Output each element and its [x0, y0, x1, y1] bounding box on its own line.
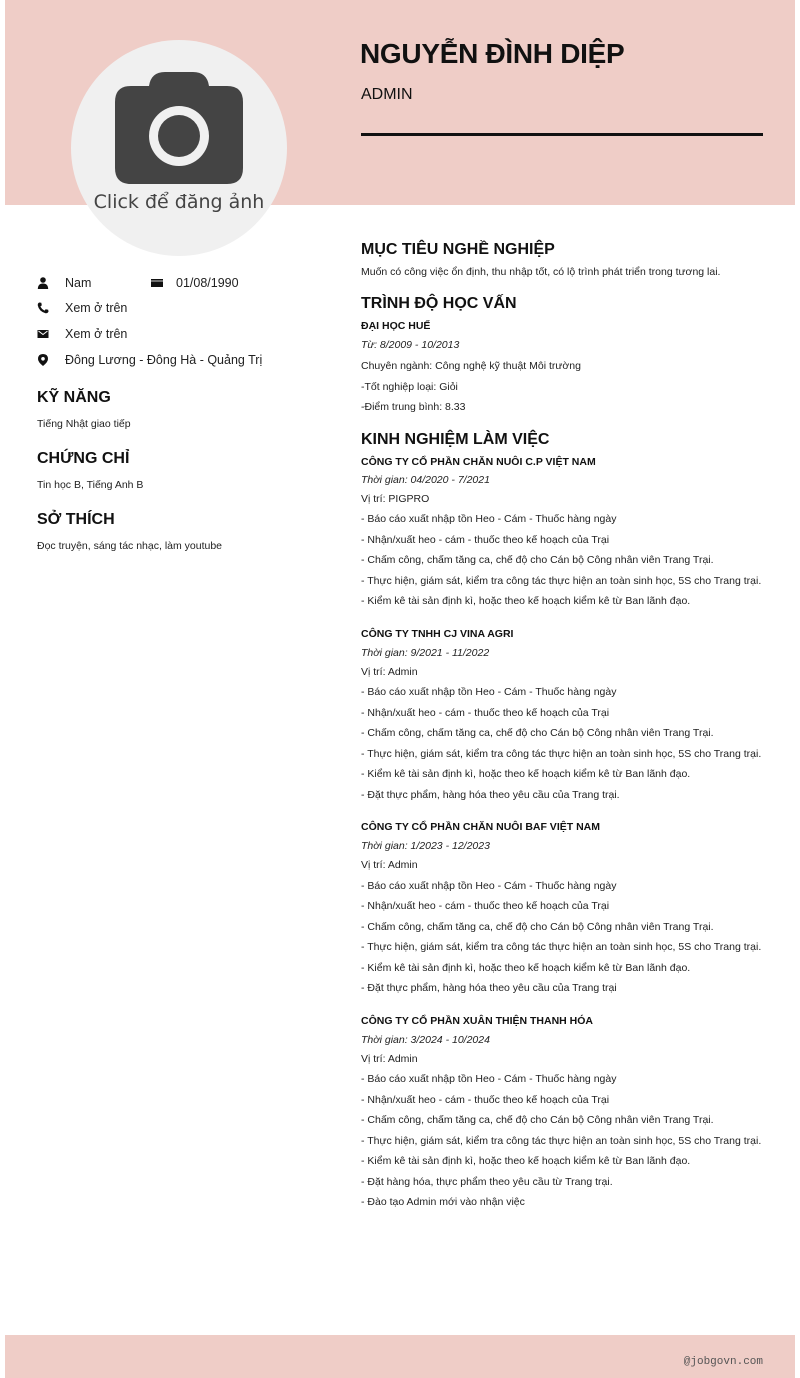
job-company: CÔNG TY CỔ PHẦN XUÂN THIỆN THANH HÓA: [361, 1014, 593, 1027]
dob-value: 01/08/1990: [176, 276, 239, 290]
contact-address: [37, 351, 262, 369]
contact-phone: [37, 299, 127, 317]
phone-value: Xem ở trên: [65, 301, 128, 315]
job-entry: [361, 817, 771, 999]
job-duty: - Thực hiện, giám sát, kiểm tra công tác thực hiện an toàn sinh học, 5S cho Trang trại.: [361, 747, 762, 760]
title-divider: [361, 133, 763, 136]
job-duty: - Kiểm kê tài sản định kì, hoặc theo kế hoạch kiểm kê từ Ban lãnh đạo.: [361, 1155, 691, 1167]
job-duty: - Nhận/xuất heo - cám - thuốc theo kế hoạch của Trại: [361, 706, 610, 719]
experience-heading: KINH NGHIỆM LÀM VIỆC: [361, 430, 550, 448]
objective-section: [361, 240, 771, 280]
job-duty: - Nhận/xuất heo - cám - thuốc theo kế hoạch của Trại: [361, 1093, 610, 1106]
job-entry: [361, 624, 771, 806]
contact-gender: [37, 274, 91, 292]
job-duty: - Nhận/xuất heo - cám - thuốc theo kế hoạch của Trại: [361, 533, 610, 546]
job-duty: - Báo cáo xuất nhập tồn Heo - Cám - Thuốc hàng ngày: [361, 686, 617, 698]
job-period: Thời gian: 04/2020 - 7/2021: [361, 473, 490, 486]
job-company: CÔNG TY TNHH CJ VINA AGRI: [361, 627, 514, 640]
certificates-text: Tin học B, Tiếng Anh B: [37, 479, 144, 491]
avatar-upload[interactable]: [71, 40, 287, 256]
objective-heading: MỤC TIÊU NGHỀ NGHIỆP: [361, 241, 555, 258]
education-section: [361, 294, 771, 418]
job-entry: [361, 1011, 771, 1213]
job-entry: [361, 454, 771, 612]
address-value: Đông Lương - Đông Hà - Quảng Trị: [65, 353, 263, 367]
hobbies-text: Đọc truyện, sáng tác nhạc, làm youtube: [37, 540, 223, 552]
job-duty: - Chấm công, chấm tăng ca, chế độ cho Cán bộ Công nhân viên Trang Trại.: [361, 920, 714, 933]
skills-heading: KỸ NĂNG: [37, 389, 111, 406]
job-position: Vị trí: Admin: [361, 859, 418, 871]
education-line: -Tốt nghiệp loại: Giỏi: [361, 380, 458, 393]
job-duty: - Báo cáo xuất nhập tồn Heo - Cám - Thuốc hàng ngày: [361, 879, 617, 892]
contact-email: [37, 325, 127, 343]
job-duty: - Thực hiện, giám sát, kiểm tra công tác thực hiện an toàn sinh học, 5S cho Trang trại.: [361, 1134, 762, 1147]
job-period: Thời gian: 3/2024 - 10/2024: [361, 1033, 490, 1046]
footer-watermark: @jobgovn.com: [683, 1356, 763, 1368]
job-duty: - Thực hiện, giám sát, kiểm tra công tác thực hiện an toàn sinh học, 5S cho Trang trại.: [361, 941, 762, 953]
job-duty: - Kiểm kê tài sản định kì, hoặc theo kế hoạch kiểm kê từ Ban lãnh đạo.: [361, 768, 691, 780]
education-heading: TRÌNH ĐỘ HỌC VẤN: [361, 295, 517, 312]
job-duty: - Kiểm kê tài sản định kì, hoặc theo kế hoạch kiểm kê từ Ban lãnh đạo.: [361, 961, 691, 974]
education-line: Chuyên ngành: Công nghệ kỹ thuật Môi trường: [361, 360, 581, 372]
job-company: CÔNG TY CỔ PHẦN CHĂN NUÔI BAF VIỆT NAM: [361, 821, 600, 833]
candidate-role: ADMIN: [361, 86, 413, 103]
education-period: Từ: 8/2009 - 10/2013: [361, 339, 460, 351]
job-duty: - Đặt thực phẩm, hàng hóa theo yêu cầu của Trang trại: [361, 982, 617, 994]
calendar-icon: [151, 277, 163, 289]
job-duty: - Đặt thực phẩm, hàng hóa theo yêu cầu của Trang trại.: [361, 788, 620, 801]
job-position: Vị trí: Admin: [361, 665, 418, 678]
job-duty: - Đặt hàng hóa, thực phẩm theo yêu cầu từ Trang trại.: [361, 1175, 613, 1188]
job-duty: - Chấm công, chấm tăng ca, chế độ cho Cán bộ Công nhân viên Trang Trại.: [361, 554, 714, 566]
job-position: Vị trí: PIGPRO: [361, 492, 430, 505]
school-name: ĐẠI HỌC HUẾ: [361, 320, 431, 332]
job-duty: - Báo cáo xuất nhập tồn Heo - Cám - Thuốc hàng ngày: [361, 1073, 617, 1085]
contact-dob: [151, 274, 239, 292]
job-duty: - Kiểm kê tài sản định kì, hoặc theo kế hoạch kiểm kê từ Ban lãnh đạo.: [361, 595, 691, 607]
phone-icon: [37, 302, 49, 314]
job-company: CÔNG TY CỔ PHẦN CHĂN NUÔI C.P VIỆT NAM: [361, 455, 596, 468]
user-icon: [37, 277, 49, 289]
job-duty: - Chấm công, chấm tăng ca, chế độ cho Cán bộ Công nhân viên Trang Trại.: [361, 1114, 714, 1126]
map-marker-icon: [37, 354, 49, 366]
education-line: -Điểm trung bình: 8.33: [361, 401, 466, 413]
objective-text: Muốn có công việc ổn định, thu nhập tốt, có lộ trình phát triển trong tương lai.: [361, 266, 721, 278]
job-duty: - Đào tạo Admin mới vào nhận việc: [361, 1196, 525, 1208]
job-duty: - Thực hiện, giám sát, kiểm tra công tác thực hiện an toàn sinh học, 5S cho Trang trại.: [361, 574, 762, 587]
job-duty: - Chấm công, chấm tăng ca, chế độ cho Cán bộ Công nhân viên Trang Trại.: [361, 727, 714, 739]
job-duty: - Nhận/xuất heo - cám - thuốc theo kế hoạch của Trại: [361, 900, 610, 912]
job-period: Thời gian: 9/2021 - 11/2022: [361, 646, 490, 659]
job-period: Thời gian: 1/2023 - 12/2023: [361, 840, 490, 852]
email-value: Xem ở trên: [65, 327, 128, 341]
hobbies-heading: SỞ THÍCH: [37, 511, 115, 528]
job-position: Vị trí: Admin: [361, 1052, 418, 1065]
certificates-heading: CHỨNG CHỈ: [37, 450, 130, 467]
main-column: [361, 240, 771, 1225]
skills-text: Tiếng Nhật giao tiếp: [37, 418, 131, 430]
footer-band: [5, 1335, 795, 1378]
experience-section: [361, 430, 771, 1213]
candidate-name: NGUYỄN ĐÌNH DIỆP: [360, 38, 625, 69]
avatar-label: Click để đăng ảnh: [93, 191, 265, 213]
gender-value: Nam: [65, 276, 92, 290]
job-duty: - Báo cáo xuất nhập tồn Heo - Cám - Thuốc hàng ngày: [361, 513, 617, 525]
mail-icon: [37, 328, 49, 340]
camera-icon: [115, 72, 243, 184]
